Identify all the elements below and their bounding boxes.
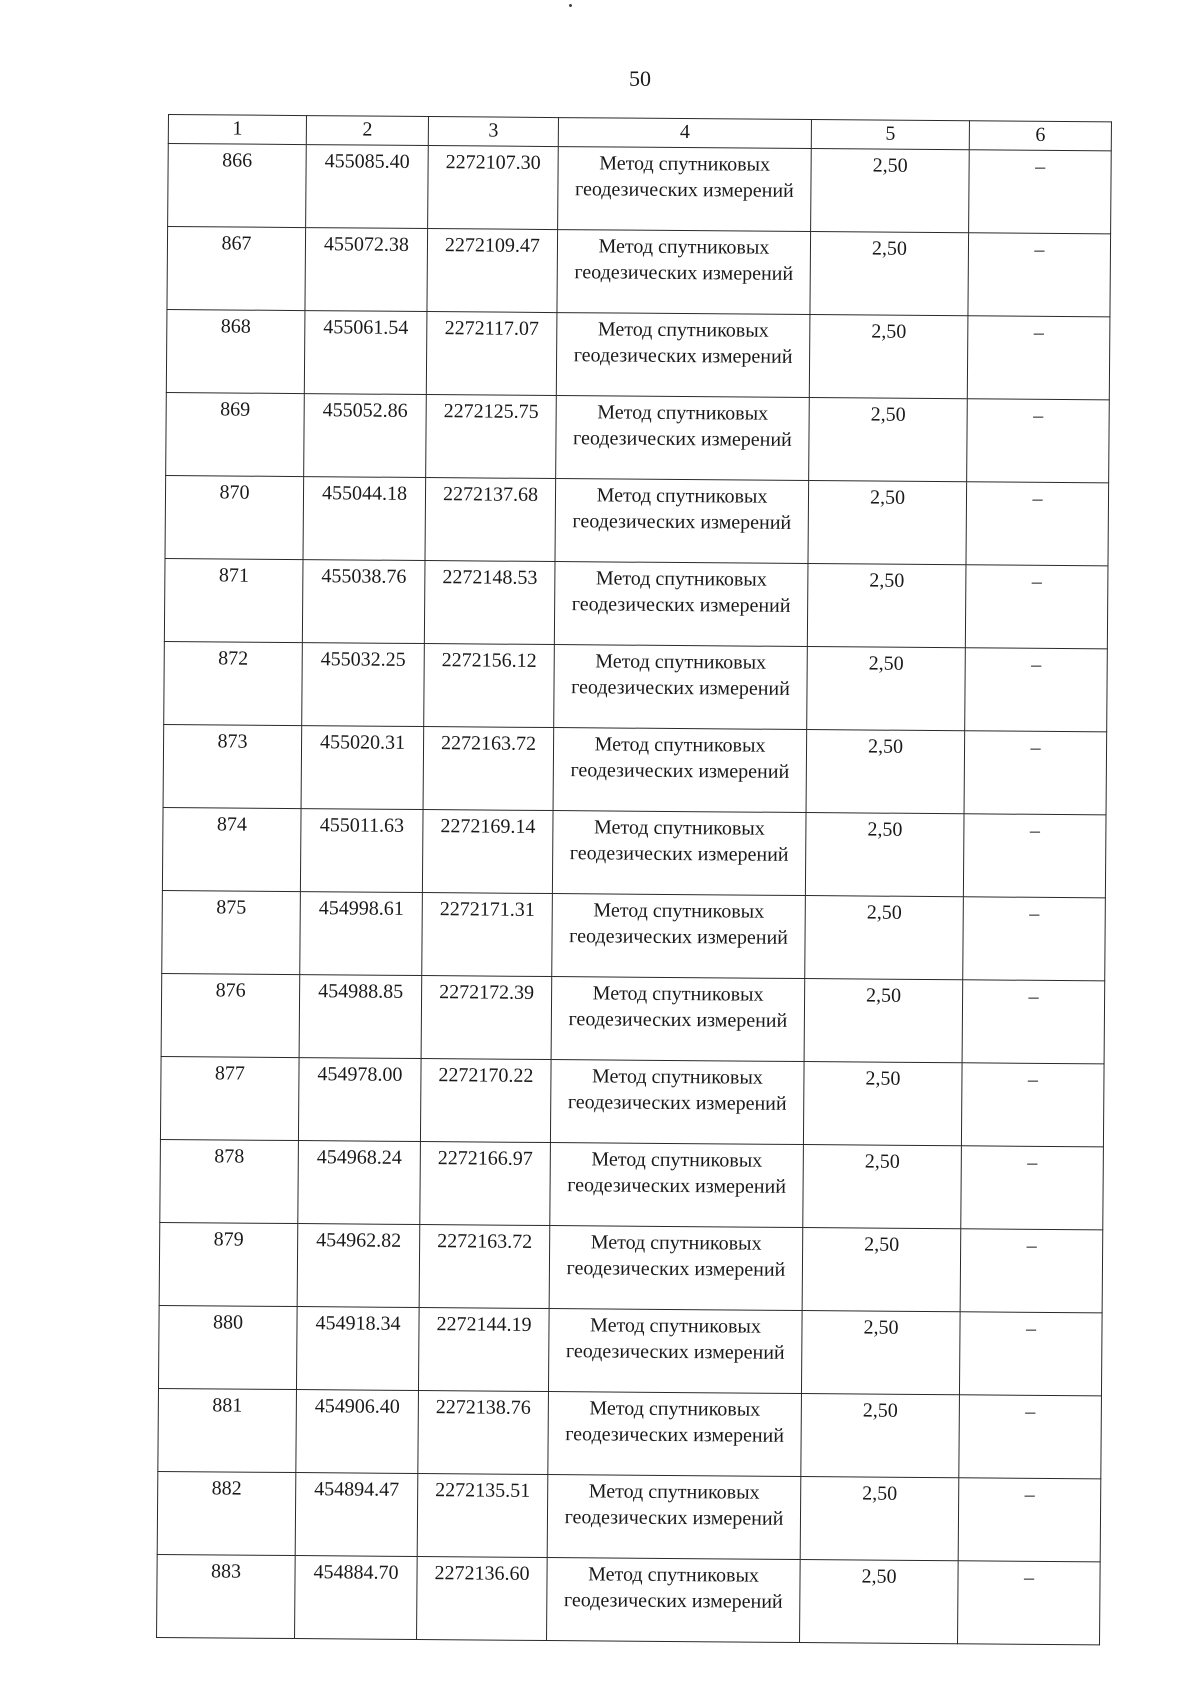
table-row [164, 641, 1108, 731]
coord-x: 454998.61 [300, 892, 423, 976]
method: Метод спутниковых геодезических измерений [552, 894, 806, 979]
accuracy: 2,50 [800, 1560, 959, 1644]
coord-y: 2272135.51 [417, 1474, 548, 1558]
note: – [961, 1063, 1104, 1147]
coord-x: 455072.38 [305, 228, 428, 312]
method: Метод спутниковых геодезических измерений [552, 811, 806, 896]
method: Метод спутниковых геодезических измерений [553, 728, 807, 813]
method: Метод спутниковых геодезических измерений [551, 977, 805, 1062]
note: – [962, 980, 1105, 1064]
coord-x: 455085.40 [306, 145, 429, 229]
method: Метод спутниковых геодезических измерений [554, 562, 808, 647]
coord-y: 2272163.72 [419, 1225, 550, 1309]
note: – [960, 1229, 1103, 1313]
note: – [968, 233, 1111, 317]
point-number: 876 [161, 973, 300, 1057]
accuracy: 2,50 [809, 398, 968, 482]
point-number: 879 [159, 1222, 298, 1306]
column-header-5: 5 [811, 120, 969, 150]
note: – [967, 399, 1110, 483]
coord-y: 2272109.47 [427, 229, 558, 313]
method: Метод спутниковых геодезических измерений [555, 479, 809, 564]
accuracy: 2,50 [807, 564, 966, 648]
coord-y: 2272138.76 [418, 1391, 549, 1475]
accuracy: 2,50 [806, 730, 965, 814]
coord-y: 2272172.39 [421, 976, 552, 1060]
table-row [165, 475, 1109, 565]
table-row [168, 144, 1112, 234]
accuracy: 2,50 [807, 647, 966, 731]
point-number: 878 [160, 1139, 299, 1223]
method: Метод спутниковых геодезических измерений [548, 1392, 802, 1477]
note: – [965, 565, 1108, 649]
table-row [157, 1554, 1101, 1644]
table-row [160, 1056, 1104, 1146]
coord-y: 2272163.72 [423, 727, 554, 811]
accuracy: 2,50 [803, 1062, 962, 1146]
note: – [964, 731, 1107, 815]
page-number: 50 [629, 66, 651, 91]
accuracy: 2,50 [801, 1311, 960, 1395]
note: – [959, 1312, 1102, 1396]
method: Метод спутниковых геодезических измерений [557, 230, 811, 315]
point-number: 866 [168, 144, 307, 228]
coord-y: 2272125.75 [426, 395, 557, 479]
point-number: 867 [167, 227, 306, 311]
table-row [158, 1388, 1102, 1478]
coord-x: 455020.31 [301, 726, 424, 810]
coord-x: 454894.47 [295, 1473, 418, 1557]
coord-y: 2272136.60 [417, 1557, 548, 1641]
coord-x: 454988.85 [299, 975, 422, 1059]
point-number: 869 [166, 392, 305, 476]
column-header-3: 3 [428, 117, 558, 147]
coord-y: 2272166.97 [420, 1142, 551, 1226]
coord-x: 454884.70 [295, 1556, 418, 1640]
method: Метод спутниковых геодезических измерений [554, 645, 808, 730]
column-header-1: 1 [168, 115, 306, 145]
coord-x: 454962.82 [297, 1224, 420, 1308]
coord-y: 2272171.31 [422, 893, 553, 977]
point-number: 875 [162, 890, 301, 974]
table-row [163, 724, 1107, 814]
accuracy: 2,50 [800, 1477, 959, 1561]
table-row [167, 227, 1111, 317]
coord-x: 455038.76 [302, 560, 425, 644]
note: – [961, 1146, 1104, 1230]
table-row [166, 392, 1110, 482]
accuracy: 2,50 [802, 1228, 961, 1312]
coord-y: 2272170.22 [420, 1059, 551, 1143]
point-number: 871 [164, 558, 303, 642]
note: – [963, 897, 1106, 981]
coord-x: 454968.24 [298, 1141, 421, 1225]
method: Метод спутниковых геодезических измерений [547, 1558, 801, 1643]
point-number: 877 [160, 1056, 299, 1140]
coord-x: 455032.25 [302, 643, 425, 727]
accuracy: 2,50 [803, 1145, 962, 1229]
method: Метод спутниковых геодезических измерений [547, 1475, 801, 1560]
method: Метод спутниковых геодезических измерений [548, 1309, 802, 1394]
method: Метод спутниковых геодезических измерений [549, 1226, 803, 1311]
note: – [969, 150, 1112, 234]
note: – [959, 1395, 1102, 1479]
method: Метод спутниковых геодезических измерений [558, 147, 812, 232]
point-number: 882 [157, 1471, 296, 1555]
coord-x: 454978.00 [298, 1058, 421, 1142]
method: Метод спутниковых геодезических измерений [556, 313, 810, 398]
accuracy: 2,50 [805, 896, 964, 980]
note: – [966, 482, 1109, 566]
accuracy: 2,50 [811, 149, 970, 233]
accuracy: 2,50 [808, 481, 967, 565]
table-row [157, 1471, 1101, 1561]
accuracy: 2,50 [801, 1394, 960, 1478]
table-row [162, 807, 1106, 897]
column-header-4: 4 [558, 118, 811, 149]
table-row [161, 973, 1105, 1063]
note: – [965, 648, 1108, 732]
coord-y: 2272169.14 [422, 810, 553, 894]
point-number: 870 [165, 475, 304, 559]
method: Метод спутниковых геодезических измерений [550, 1060, 804, 1145]
accuracy: 2,50 [810, 232, 969, 316]
note: – [958, 1561, 1101, 1645]
table-row [164, 558, 1108, 648]
note: – [963, 814, 1106, 898]
table-row [162, 890, 1106, 980]
point-number: 873 [163, 724, 302, 808]
table-row [166, 309, 1110, 399]
coord-y: 2272117.07 [426, 312, 557, 396]
point-number: 868 [166, 309, 305, 393]
coord-y: 2272144.19 [418, 1308, 549, 1392]
scan-dot [569, 4, 572, 7]
point-number: 872 [164, 641, 303, 725]
coord-x: 455052.86 [304, 394, 427, 478]
coord-x: 454906.40 [296, 1390, 419, 1474]
coord-x: 455044.18 [303, 477, 426, 561]
note: – [958, 1478, 1101, 1562]
point-number: 883 [157, 1554, 296, 1638]
point-number: 880 [158, 1305, 297, 1389]
coord-y: 2272148.53 [424, 561, 555, 645]
column-header-6: 6 [969, 121, 1111, 151]
method: Метод спутниковых геодезических измерений [550, 1143, 804, 1228]
point-number: 881 [158, 1388, 297, 1472]
method: Метод спутниковых геодезических измерений [556, 396, 810, 481]
coord-y: 2272107.30 [428, 146, 559, 230]
column-header-2: 2 [306, 116, 428, 146]
accuracy: 2,50 [809, 315, 968, 399]
coord-x: 454918.34 [296, 1307, 419, 1391]
table-row [158, 1305, 1102, 1395]
coord-x: 455011.63 [300, 809, 423, 893]
accuracy: 2,50 [804, 979, 963, 1063]
note: – [967, 316, 1110, 400]
coordinates-table [156, 114, 1112, 1645]
point-number: 874 [162, 807, 301, 891]
coord-y: 2272156.12 [424, 644, 555, 728]
table-row [160, 1139, 1104, 1229]
coord-x: 455061.54 [304, 311, 427, 395]
accuracy: 2,50 [805, 813, 964, 897]
table-row [159, 1222, 1103, 1312]
coord-y: 2272137.68 [425, 478, 556, 562]
